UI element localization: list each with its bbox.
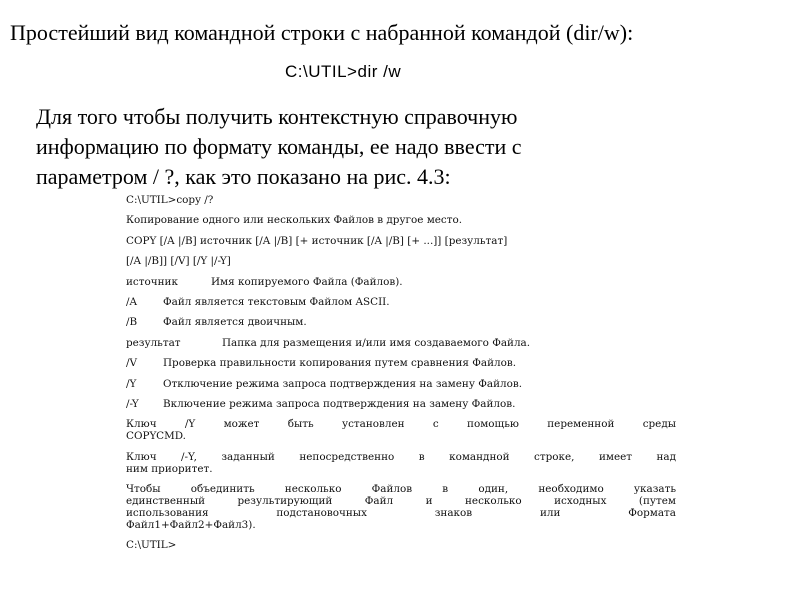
- param-key: источник: [126, 275, 178, 288]
- note-line: ним приоритет.: [126, 462, 213, 475]
- param-row-y: [126, 378, 676, 390]
- param-value: Отключение режима запроса подтверждения на замену Файлов.: [163, 377, 523, 390]
- note-copycmd: [126, 418, 676, 442]
- param-value: Файл является текстовым Файлом ASCII.: [163, 295, 390, 308]
- copy-syntax-cont: [/A |/B]] [/V] [/Y |/-Y]: [126, 255, 231, 268]
- note-line: Файл1+Файл2+Файл3).: [126, 519, 256, 532]
- note-line: использования подстановочных знаков или Формата: [126, 507, 676, 520]
- copy-syntax: COPY [/A |/B] источник [/A |/B] [+ источник [/A |/B] [+ ...]] [результат]: [126, 234, 508, 247]
- prompt-command: C:\UTIL>copy /?: [126, 194, 214, 206]
- param-key: /V: [126, 357, 138, 370]
- body-line: параметром / ?, как это показано на рис. 4.3:: [36, 164, 451, 189]
- param-value: Включение режима запроса подтверждения на замену Файлов.: [163, 397, 516, 410]
- copy-description: Копирование одного или нескольких Файлов в другое место.: [126, 214, 463, 227]
- slide-title: Простейший вид командной строки с набранной командой (dir/w):: [10, 20, 634, 45]
- note-line: Ключ /Y может быть установлен с помощью переменной среды: [126, 418, 676, 431]
- param-value: Имя копируемого Файла (Файлов).: [211, 275, 403, 288]
- param-key: /B: [126, 316, 138, 329]
- param-row-minus-y: [126, 398, 676, 410]
- prompt-end: C:\UTIL>: [126, 539, 177, 552]
- body-text: [36, 102, 656, 192]
- param-row-a: [126, 296, 676, 308]
- param-key: результат: [126, 336, 181, 349]
- note-line: Чтобы объединить несколько Файлов в один, необходимо указать: [126, 483, 676, 496]
- body-line: информацию по формату команды, ее надо ввести с: [36, 134, 522, 159]
- note-line: Ключ /-Y, заданный непосредственно в командной строке, имеет над: [126, 450, 676, 463]
- note-concatenate: [126, 483, 676, 531]
- param-row-source: [126, 276, 676, 288]
- param-key: /Y: [126, 377, 137, 390]
- param-row-b: [126, 316, 676, 328]
- note-line: COPYCMD.: [126, 430, 186, 443]
- note-line: единственный результирующий Файл и несколько исходных (путем: [126, 495, 676, 508]
- note-priority: [126, 451, 676, 475]
- param-key: /A: [126, 295, 138, 308]
- param-value: Проверка правильности копирования путем сравнения Файлов.: [163, 357, 517, 370]
- param-value: Файл является двоичным.: [163, 316, 307, 329]
- copy-help-screenshot: [126, 194, 676, 551]
- command-example: C:\UTIL>dir /w: [285, 62, 402, 81]
- param-key: /-Y: [126, 397, 139, 410]
- param-row-v: [126, 357, 676, 369]
- param-value: Папка для размещения и/или имя создаваемого Файла.: [222, 336, 531, 349]
- body-line: Для того чтобы получить контекстную справочную: [36, 104, 518, 129]
- param-row-result: [126, 337, 676, 349]
